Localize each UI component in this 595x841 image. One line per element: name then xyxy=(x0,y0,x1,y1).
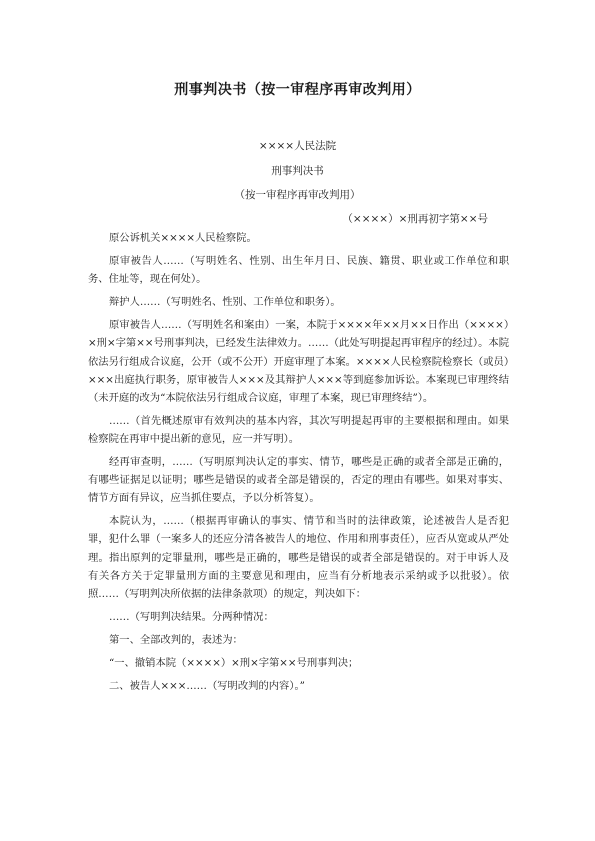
document-title: 刑事判决书（按一审程序再审改判用） xyxy=(174,82,421,98)
doc-type-heading: 刑事判决书 xyxy=(271,165,324,177)
document-body xyxy=(88,229,509,700)
court-name: ××××人民法院 xyxy=(258,140,337,152)
case-number: （××××）×刑再初字第××号 xyxy=(342,213,488,225)
paragraph-item-two: 二、被告人×××……（写明改判的内容）。” xyxy=(109,680,305,693)
paragraph-retrial-grounds: ……（首先概述原审有效判决的基本内容，其次写明提起再审的主要根据和理由。如果检察院在再审中提出新的意见，应一并写明）。 xyxy=(88,414,509,445)
paragraph-prosecutor: 原公诉机关××××人民检察院。 xyxy=(109,232,257,244)
paragraph-court-opinion: 本院认为，……（根据再审确认的事实、情节和当时的法律政策，论述被告人是否犯罪，犯什么罪（一案多人的还应分清各被告人的地位、作用和刑事责任），应否从宽或从严处理。指出原判的定罪量刑，哪些是正确的，哪些是错误的或者全部是错误的。对于申诉人及有关各方关于定罪量刑方面的主要意见和理由，应当有分析地表示采纳或予以批驳）。依照……（写明判决所依据的法律条款项）的规定，判决如下： xyxy=(88,515,509,600)
paragraph-facts-found: 经再审查明，……（写明原判决认定的事实、情节，哪些是正确的或者全部是正确的，有哪些证据足以证明；哪些是错误的或者全部是错误的，否定的理由有哪些。如果对事实、情节方面有异议，应当抓住要点，予以分析答复）。 xyxy=(88,456,509,505)
paragraph-full-revision: 第一、全部改判的，表述为： xyxy=(109,633,243,646)
paragraph-case-history: 原审被告人……（写明姓名和案由）一案，本院于××××年××月××日作出（××××）×刑×字第××号刑事判决，已经发生法律效力。……（此处写明提起再审程序的经过）。本院依法另行组成合议庭，公开（或不公开）开庭审理了本案。××××人民检察院检察长（或员）×××出庭执行职务，原审被告人×××及其辩护人×××等到庭参加诉讼。本案现已审理终结（未开庭的改为“本院依法另行组成合议庭，审理了本案，现已审理终结”）。 xyxy=(88,319,509,404)
doc-subtitle: （按一审程序再审改判用） xyxy=(234,189,361,201)
paragraph-judgment-intro: ……（写明判决结果。分两种情况： xyxy=(109,610,274,623)
paragraph-item-one: “一、撤销本院（××××）×刑×字第××号刑事判决； xyxy=(109,656,359,669)
paragraph-defendant: 原审被告人……（写明姓名、性别、出生年月日、民族、籍贯、职业或工作单位和职务、住址等，现在何处）。 xyxy=(88,255,509,286)
paragraph-defense-counsel: 辩护人……（写明姓名、性别、工作单位和职务）。 xyxy=(109,296,341,309)
